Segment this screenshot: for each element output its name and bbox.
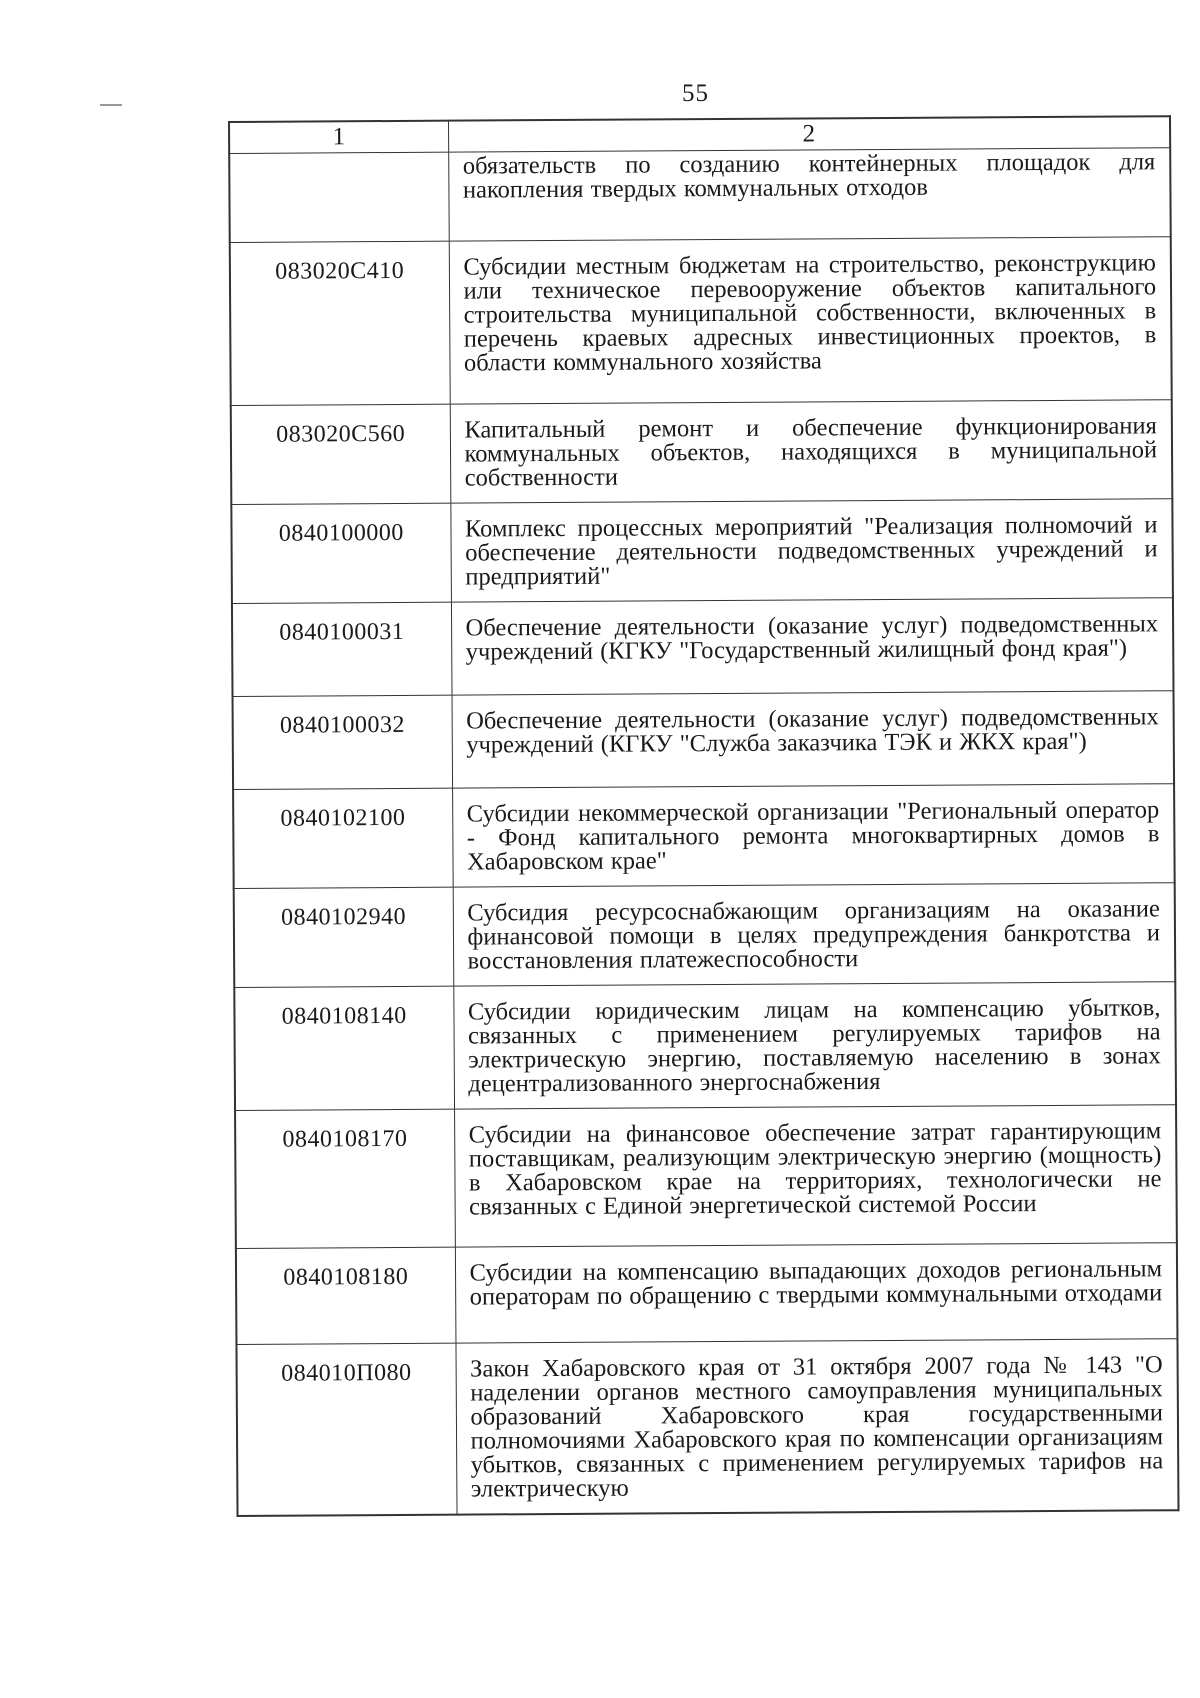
table-row (233, 784, 1175, 889)
row-code: 0840108170 (235, 1109, 455, 1248)
row-code: 0840102100 (233, 788, 453, 888)
row-description: Субсидии некоммерческой организации "Региональный оператор - Фонд капитального ремонта многоквартирных домов в Хабаровском крае" (452, 784, 1175, 887)
table-row (234, 982, 1176, 1111)
row-description: обязательств по созданию контейнерных площадок для накопления твердых коммунальных отходов (448, 148, 1171, 241)
table-row (234, 883, 1176, 988)
page-number: 55 (682, 80, 709, 107)
row-code: 083020C560 (231, 404, 451, 504)
table-row (233, 691, 1175, 790)
row-code: 0840100000 (231, 503, 451, 603)
row-description: Комплекс процессных мероприятий "Реализация полномочий и обеспечение деятельности подведомственных учреждений и предприятий" (450, 499, 1173, 602)
row-description: Закон Хабаровского края от 31 октября 2007 года № 143 "О наделении органов местного самоуправления муниципальных образований Хабаровского края государственными полномочиями Хабаровского края по компенсации организациям убытков, связанных с применением регулируемых тарифов на электрическую (455, 1339, 1178, 1515)
scan-artifact-mark (100, 104, 122, 106)
table-row (229, 148, 1171, 243)
row-description: Субсидия ресурсоснабжающим организациям на оказание финансовой помощи в целях предупреждения банкротства и восстановления платежеспособности (453, 883, 1176, 986)
table-row (235, 1105, 1177, 1249)
row-description: Капитальный ремонт и обеспечение функционирования коммунальных объектов, находящихся в муниципальной собственности (450, 400, 1173, 503)
table-row (230, 237, 1172, 406)
row-code: 0840108180 (236, 1247, 456, 1344)
row-code: 083020C410 (230, 241, 450, 405)
table-row (232, 598, 1174, 697)
budget-code-table (228, 115, 1180, 1517)
row-code: 084010П080 (236, 1343, 456, 1516)
row-description: Субсидии на финансовое обеспечение затрат гарантирующим поставщикам, реализующим электрическую энергию (мощность) в Хабаровском крае на территориях, технологически не связанных с Единой энергетической системой России (454, 1105, 1177, 1247)
table-row (231, 499, 1173, 604)
column-header-1: 1 (229, 121, 448, 154)
row-description: Субсидии местным бюджетам на строительство, реконструкцию или техническое перевооружение объектов капитального строительства муниципальной собственности, включенных в перечень краевых адресных инвестиционных проектов, в области коммунального хозяйства (449, 237, 1172, 404)
row-code: 0840102940 (234, 887, 454, 987)
row-description: Субсидии на компенсацию выпадающих доходов региональным операторам по обращению с твердыми коммунальными отходами (455, 1243, 1178, 1343)
row-description: Обеспечение деятельности (оказание услуг) подведомственных учреждений (КГКУ "Служба заказчика ТЭК и ЖКХ края") (452, 691, 1175, 788)
column-header-2: 2 (448, 116, 1170, 152)
table-row (236, 1339, 1178, 1516)
table-row (236, 1243, 1178, 1345)
row-description: Обеспечение деятельности (оказание услуг) подведомственных учреждений (КГКУ "Государственный жилищный фонд края") (451, 598, 1174, 695)
row-code: 0840100032 (233, 695, 453, 789)
row-description: Субсидии юридическим лицам на компенсацию убытков, связанных с применением регулируемых тарифов на электрическую энергию, поставляемую населению в зонах децентрализованного энергоснабжения (453, 982, 1176, 1109)
table-row (231, 400, 1173, 505)
row-code: 0840108140 (234, 986, 454, 1110)
row-code (229, 152, 449, 242)
row-code: 0840100031 (232, 602, 452, 696)
